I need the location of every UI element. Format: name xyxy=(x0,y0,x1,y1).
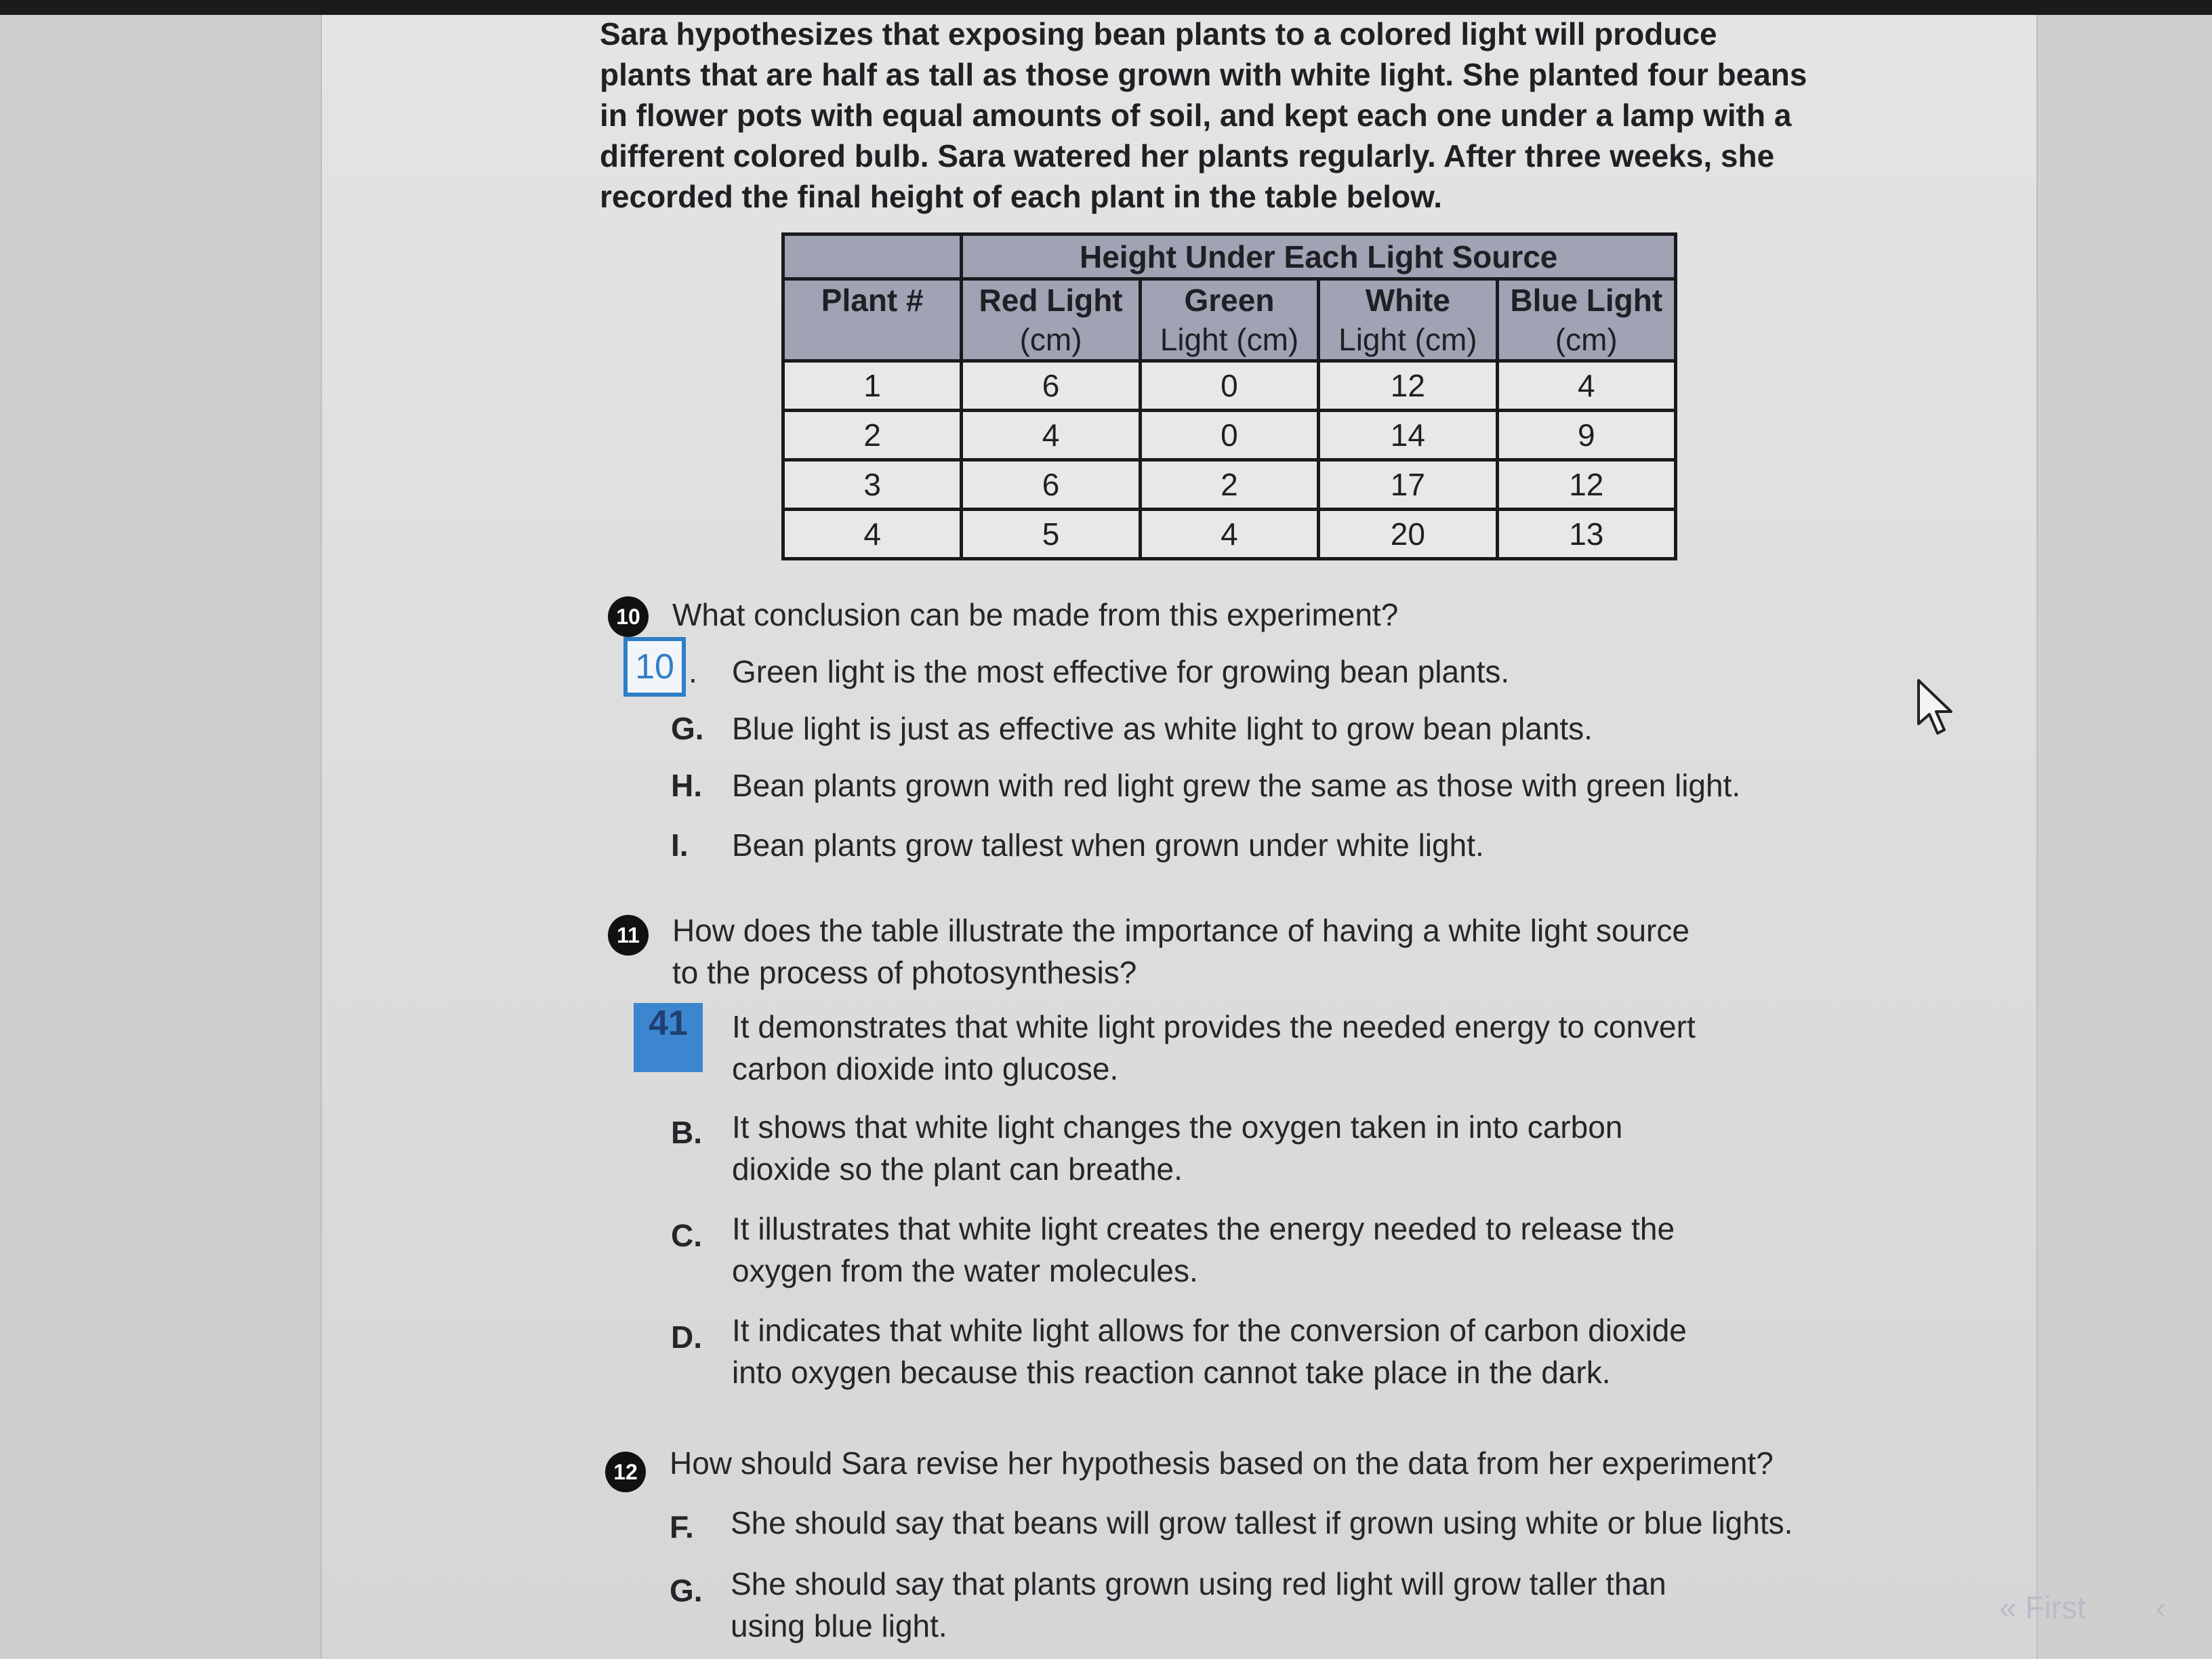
answer-option[interactable]: Blue light is just as effective as white light to grow bean plants. xyxy=(732,711,1593,746)
answer-option[interactable] xyxy=(732,1309,1687,1393)
option-letter: B. xyxy=(671,1115,702,1150)
option-line: using blue light. xyxy=(731,1608,947,1643)
answer-option[interactable]: Green light is the most effective for growing bean plants. xyxy=(732,654,1510,689)
height-table xyxy=(781,232,1677,560)
table-cell: 4 xyxy=(1140,510,1318,559)
header-line: Green xyxy=(1184,283,1275,318)
question-stem: How should Sara revise her hypothesis based on the data from her experiment? xyxy=(670,1446,1774,1481)
option-line: into oxygen because this reaction cannot take place in the dark. xyxy=(732,1355,1611,1390)
table-cell: 6 xyxy=(962,460,1140,510)
answer-option[interactable] xyxy=(732,1106,1622,1190)
table-cell: 14 xyxy=(1319,411,1497,460)
answer-box[interactable]: 41 xyxy=(634,1003,703,1072)
table-cell: 12 xyxy=(1497,460,1675,510)
option-line: It demonstrates that white light provides the needed energy to convert xyxy=(732,1009,1696,1044)
intro-line: Sara hypothesizes that exposing bean plants to a colored light will produce xyxy=(600,16,1717,52)
table-cell: 13 xyxy=(1497,510,1675,559)
header-line: Red Light xyxy=(979,283,1123,318)
table-cell: 20 xyxy=(1319,510,1497,559)
header-line: Light (cm) xyxy=(1338,322,1477,357)
option-letter: G. xyxy=(671,711,704,746)
answer-option[interactable] xyxy=(731,1502,1793,1544)
previous-page-link[interactable]: ‹ xyxy=(2155,1590,2166,1625)
option-letter: F. xyxy=(670,1509,694,1544)
intro-line: plants that are half as tall as those grown with white light. She planted four beans xyxy=(600,57,1807,92)
table-cell: 1 xyxy=(783,361,962,411)
option-line: She should say that beans will grow tallest if grown using white or blue lights. xyxy=(731,1505,1793,1540)
table-row xyxy=(783,460,1676,510)
table-row xyxy=(783,510,1676,559)
table-corner xyxy=(783,234,962,279)
table-cell: 3 xyxy=(783,460,962,510)
first-page-link[interactable]: « First xyxy=(1999,1590,2086,1625)
table-cell: 17 xyxy=(1319,460,1497,510)
question-number-badge: 10 xyxy=(608,596,649,637)
answer-option[interactable]: Bean plants grown with red light grew the same as those with green light. xyxy=(732,768,1741,803)
answer-option[interactable] xyxy=(731,1563,1666,1647)
option-letter: I. xyxy=(671,827,689,863)
answer-option[interactable] xyxy=(732,1006,1696,1090)
header-line: Blue Light xyxy=(1510,283,1663,318)
header-line: Light (cm) xyxy=(1160,322,1299,357)
option-line: It indicates that white light allows for the conversion of carbon dioxide xyxy=(732,1313,1687,1348)
table-row xyxy=(783,361,1676,411)
option-line: She should say that plants grown using red light will grow taller than xyxy=(731,1566,1666,1601)
intro-line: recorded the final height of each plant in the table below. xyxy=(600,179,1442,214)
table-cell: 4 xyxy=(783,510,962,559)
option-line: carbon dioxide into glucose. xyxy=(732,1051,1119,1086)
table-cell: 2 xyxy=(783,411,962,460)
intro-paragraph xyxy=(600,14,1820,217)
option-line: It shows that white light changes the oxygen taken in into carbon xyxy=(732,1109,1623,1145)
question-stem-line: to the process of photosynthesis? xyxy=(672,955,1137,990)
table-group-header: Height Under Each Light Source xyxy=(962,234,1676,279)
option-line: dioxide so the plant can breathe. xyxy=(732,1151,1183,1187)
option-letter: D. xyxy=(671,1319,702,1355)
question-stem: What conclusion can be made from this experiment? xyxy=(672,597,1399,632)
question-stem-line: How does the table illustrate the importance of having a white light source xyxy=(672,913,1689,948)
table-cell: 0 xyxy=(1140,411,1318,460)
table-cell: 4 xyxy=(1497,361,1675,411)
question-number-badge: 12 xyxy=(605,1452,646,1492)
answer-option[interactable]: Bean plants grow tallest when grown under white light. xyxy=(732,827,1484,863)
table-header-plant: Plant # xyxy=(783,279,962,361)
table-cell: 4 xyxy=(962,411,1140,460)
question-number-badge: 11 xyxy=(608,915,649,956)
table-cell: 2 xyxy=(1140,460,1318,510)
table-cell: 12 xyxy=(1319,361,1497,411)
option-letter: . xyxy=(689,654,697,689)
table-cell: 5 xyxy=(962,510,1140,559)
intro-line: different colored bulb. Sara watered her plants regularly. After three weeks, she xyxy=(600,138,1775,173)
header-line: (cm) xyxy=(1555,322,1618,357)
answer-option[interactable] xyxy=(732,1208,1675,1292)
option-line: oxygen from the water molecules. xyxy=(732,1253,1198,1288)
screen-bezel xyxy=(0,0,2212,15)
table-header-green xyxy=(1140,279,1318,361)
table-header-blue xyxy=(1497,279,1675,361)
pager-nav xyxy=(1999,1589,2166,1626)
table-header-white xyxy=(1319,279,1497,361)
option-letter: G. xyxy=(670,1573,703,1608)
table-header-red xyxy=(962,279,1140,361)
option-letter: C. xyxy=(671,1218,702,1253)
table-cell: 6 xyxy=(962,361,1140,411)
option-line: It illustrates that white light creates the energy needed to release the xyxy=(732,1211,1675,1246)
header-line: (cm) xyxy=(1019,322,1082,357)
table-cell: 9 xyxy=(1497,411,1675,460)
table-cell: 0 xyxy=(1140,361,1318,411)
answer-box[interactable]: 10 xyxy=(623,637,686,697)
intro-line: in flower pots with equal amounts of soil, and kept each one under a lamp with a xyxy=(600,98,1792,133)
header-line: White xyxy=(1365,283,1450,318)
arrow-cursor-icon xyxy=(1914,678,1962,739)
table-row xyxy=(783,411,1676,460)
option-letter: H. xyxy=(671,768,702,803)
